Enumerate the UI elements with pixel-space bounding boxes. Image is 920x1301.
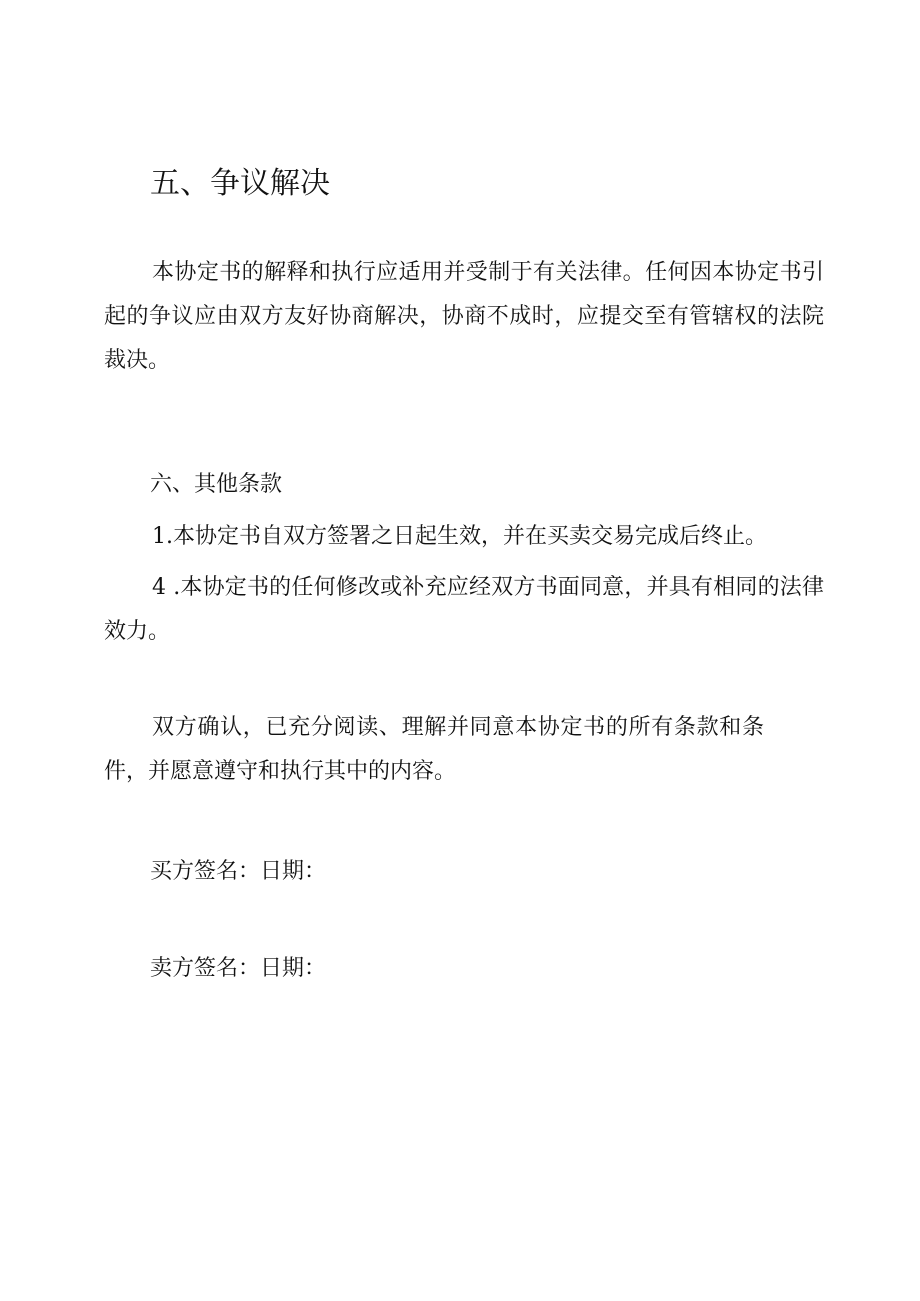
section-6-item-1: 1.本协定书自双方签署之日起生效，并在买卖交易完成后终止。 [152, 524, 767, 549]
section-6-heading: 六、其他条款 [150, 472, 283, 497]
confirmation-paragraph: 双方确认，已充分阅读、理解并同意本协定书的所有条款和条件，并愿意遵守和执行其中的内容。 [104, 715, 764, 784]
buyer-signature-line: 买方签名：日期： [150, 859, 327, 884]
section-5-heading: 五、争议解决 [150, 166, 330, 201]
section-5-paragraph: 本协定书的解释和执行应适用并受制于有关法律。任何因本协定书引起的争议应由双方友好协商解决，协商不成时，应提交至有管辖权的法院裁决。 [104, 260, 824, 373]
seller-signature-line: 卖方签名：日期： [150, 956, 327, 981]
section-6-item-2: 4 .本协定书的任何修改或补充应经双方书面同意，并具有相同的法律效力。 [104, 575, 824, 644]
